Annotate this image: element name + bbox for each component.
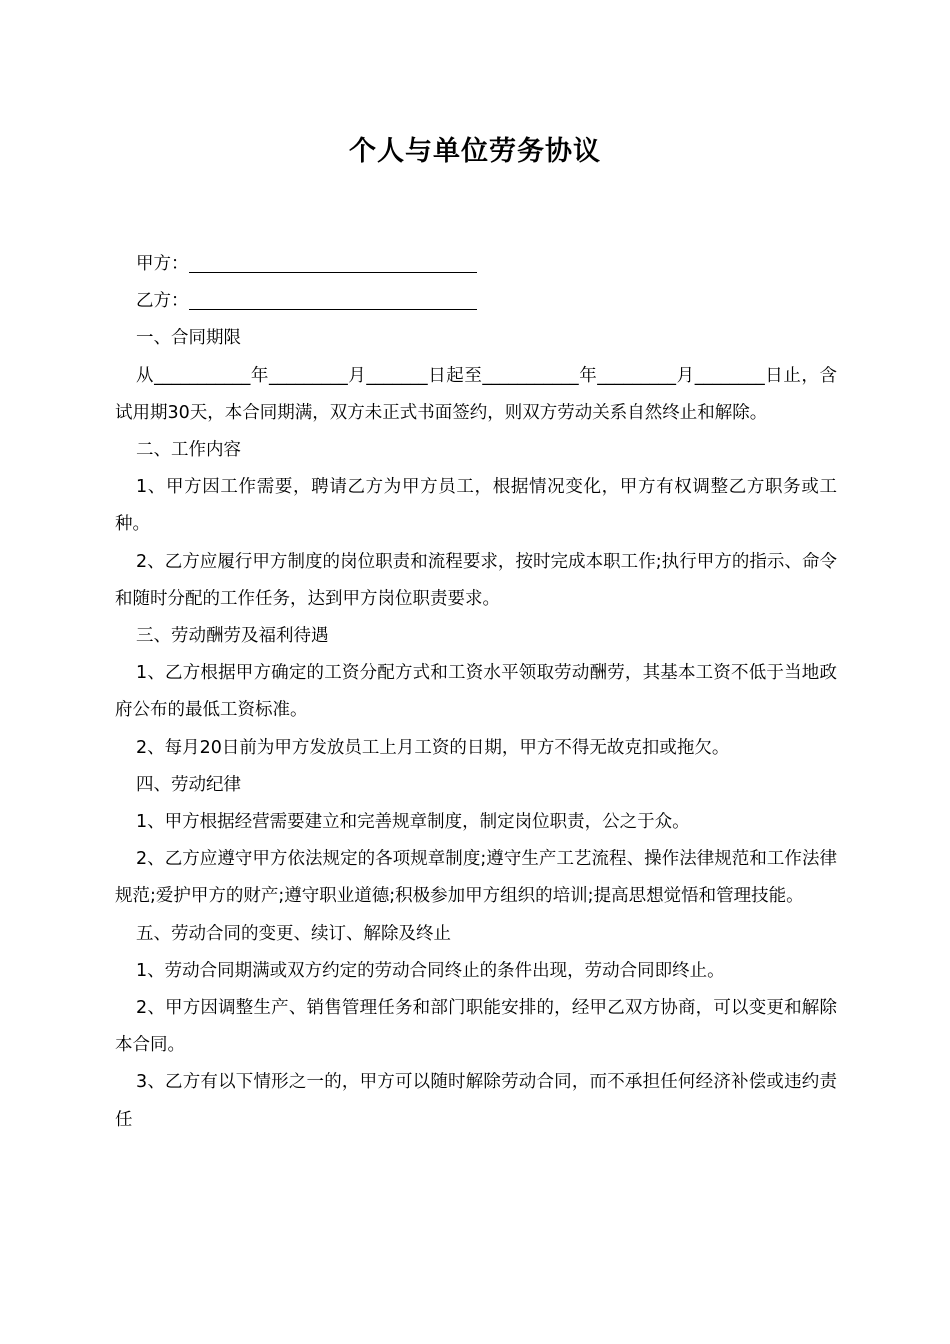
paragraph: 3、乙方有以下情形之一的，甲方可以随时解除劳动合同，而不承担任何经济补偿或违约责任 bbox=[115, 1072, 837, 1130]
party-a-line bbox=[115, 246, 837, 283]
section-heading: 二、工作内容 bbox=[136, 440, 241, 461]
section-heading: 三、劳动酬劳及福利待遇 bbox=[136, 626, 329, 647]
paragraph: 1、甲方因工作需要，聘请乙方为甲方员工，根据情况变化，甲方有权调整乙方职务或工种。 bbox=[115, 477, 837, 535]
paragraph: 2、甲方因调整生产、销售管理任务和部门职能安排的，经甲乙双方协商，可以变更和解除本合同。 bbox=[115, 998, 837, 1056]
paragraph: 1、劳动合同期满或双方约定的劳动合同终止的条件出现，劳动合同即终止。 bbox=[136, 960, 725, 981]
party-a-blank bbox=[189, 250, 477, 273]
document-body bbox=[115, 246, 837, 1139]
party-b-line bbox=[115, 283, 837, 320]
paragraph: 从___________年_________月_______日起至___________年_________月________日止，含试用期30天，本合同期满，双方未正式书面签约，则双方劳动关系自然终止和解除。 bbox=[115, 365, 837, 423]
paragraph: 2、乙方应履行甲方制度的岗位职责和流程要求，按时完成本职工作;执行甲方的指示、命令和随时分配的工作任务，达到甲方岗位职责要求。 bbox=[115, 551, 837, 609]
paragraph: 2、乙方应遵守甲方依法规定的各项规章制度;遵守生产工艺流程、操作法律规范和工作法律规范;爱护甲方的财产;遵守职业道德;积极参加甲方组织的培训;提高思想觉悟和管理技能。 bbox=[115, 849, 837, 907]
paragraph: 2、每月20日前为甲方发放员工上月工资的日期，甲方不得无故克扣或拖欠。 bbox=[136, 737, 730, 758]
party-b-label: 乙方： bbox=[136, 291, 189, 312]
document-title: 个人与单位劳务协议 bbox=[349, 136, 601, 167]
party-a-label: 甲方： bbox=[136, 254, 189, 274]
party-b-blank bbox=[189, 287, 477, 310]
paragraph: 1、乙方根据甲方确定的工资分配方式和工资水平领取劳动酬劳，其基本工资不低于当地政府公布的最低工资标准。 bbox=[115, 663, 837, 721]
section-heading: 四、劳动纪律 bbox=[136, 774, 241, 795]
paragraph: 1、甲方根据经营需要建立和完善规章制度，制定岗位职责，公之于众。 bbox=[136, 812, 690, 833]
section-heading: 一、合同期限 bbox=[136, 328, 241, 349]
section-heading: 五、劳动合同的变更、续订、解除及终止 bbox=[136, 923, 451, 944]
